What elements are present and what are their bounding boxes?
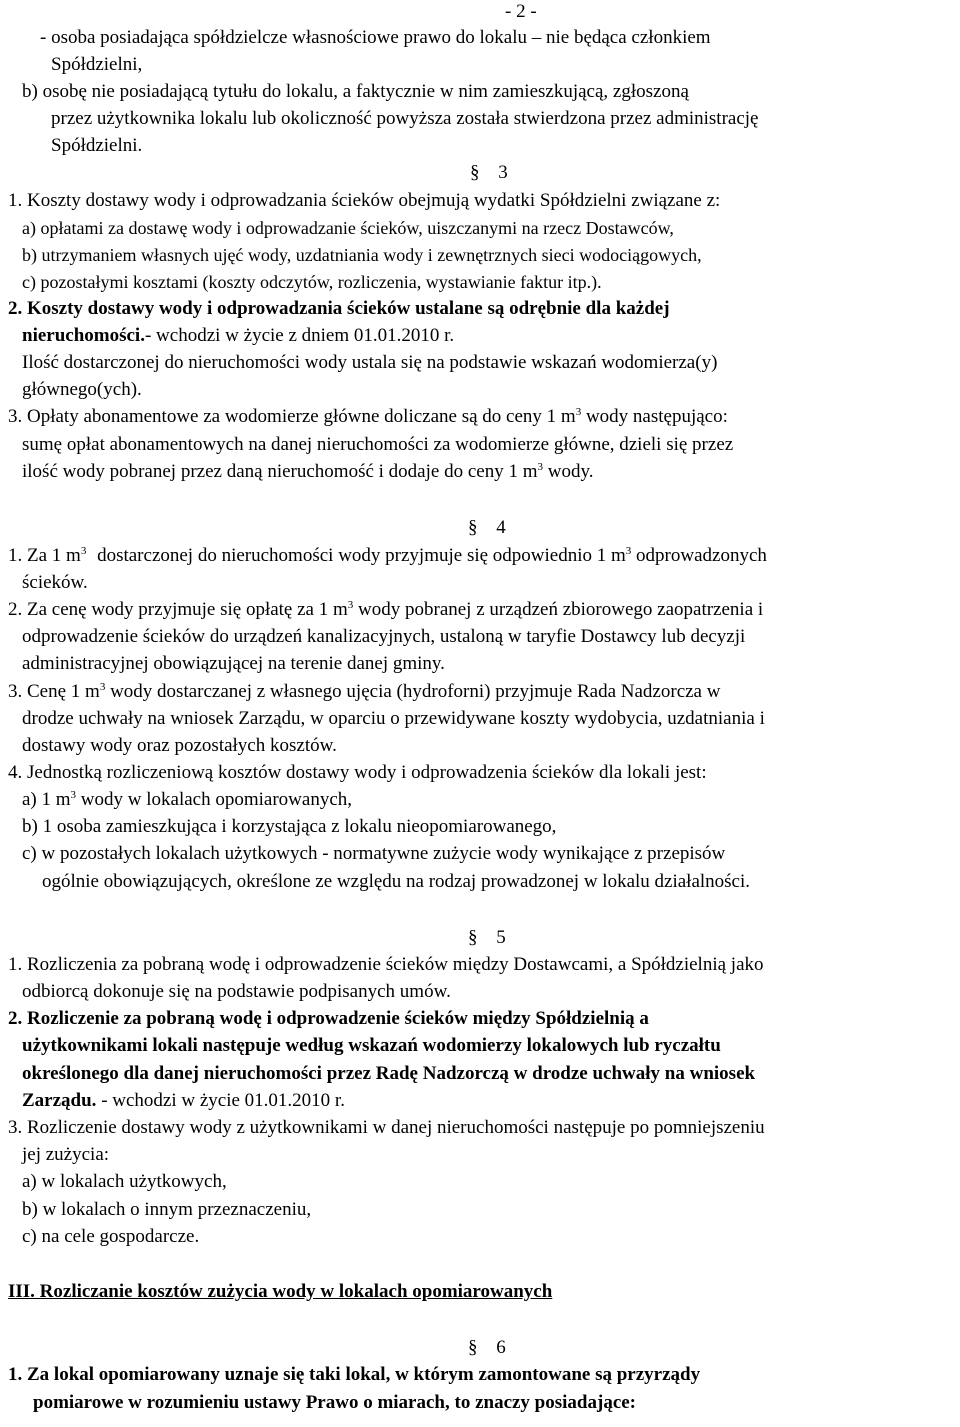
s4-p3-line-2: drodze uchwały na wniosek Zarządu, w oparciu o przewidywane koszty wydobycia, uzdatniania i [22,708,765,729]
s4-p1-text-b: dostarczonej do nieruchomości wody przyjmuje się odpowiednio 1 m [97,545,626,566]
section-4-heading [468,516,506,540]
cubic-superscript: 3 [80,545,87,557]
s4-p1-text-a: 1. Za 1 m [8,545,81,566]
section-3-heading [470,161,508,185]
section-sign-icon: § [470,162,480,183]
s4-p1-line-1 [8,544,767,568]
s2-line-1: - osoba posiadająca spółdzielcze własnościowe prawo do lokalu – nie będąca członkiem [40,27,711,48]
section-5-number: 5 [496,927,506,948]
s4-p4b: b) 1 osoba zamieszkująca i korzystająca z lokalu nieopomiarowanego, [22,816,557,837]
s4-p4c-line-1: c) w pozostałych lokalach użytkowych - normatywne zużycie wody wynikające z przepisów [22,843,726,864]
s4-p3-text-b: wody dostarczanej z własnego ujęcia (hydroforni) przyjmuje Rada Nadzorcza w [110,681,721,702]
s3-p3-line-3 [22,460,593,484]
s4-p2-text-a: 2. Za cenę wody przyjmuje się opłatę za 1 m [8,599,348,620]
s2-line-5: Spółdzielni. [51,135,143,156]
s5-p1-line-1: 1. Rozliczenia za pobraną wodę i odprowadzenie ścieków między Dostawcami, a Spółdzielnią jako [8,954,764,975]
s4-p2-line-2: odprowadzenie ścieków do urządzeń kanalizacyjnych, ustaloną w taryfie Dostawcy lub decyzji [22,626,746,647]
s5-p3a: a) w lokalach użytkowych, [22,1171,227,1192]
s5-p2-line-1: 2. Rozliczenie za pobraną wodę i odprowadzenie ścieków między Spółdzielnią a [8,1008,649,1029]
s3-p2-line-2 [22,324,454,348]
cubic-superscript: 3 [575,406,582,418]
s3-p3-text-a: 3. Opłaty abonamentowe za wodomierze główne doliczane są do ceny 1 m [8,406,576,427]
s6-p1-line-1: 1. Za lokal opomiarowany uznaje się taki lokal, w którym zamontowane są przyrządy [8,1364,701,1385]
s5-p2-effective: - wchodzi w życie 01.01.2010 r. [101,1090,345,1111]
s3-p1c: c) pozostałymi kosztami (koszty odczytów, rozliczenia, wystawianie faktur itp.). [22,272,602,292]
s3-p3-text-b: wody następująco: [585,406,728,427]
s4-p4c-line-2: ogólnie obowiązujących, określone ze względu na rodzaj prowadzonej w lokalu działalności. [42,871,751,892]
s5-p3-line-2: jej zużycia: [22,1144,110,1165]
s5-p3-line-1: 3. Rozliczenie dostawy wody z użytkownikami w danej nieruchomości następuje po pomniejszeniu [8,1117,765,1138]
s4-p2-line-3: administracyjnej obowiązującej na terenie danej gminy. [22,653,445,674]
s5-p3b: b) w lokalach o innym przeznaczeniu, [22,1199,312,1220]
s4-p3-text-a: 3. Cenę 1 m [8,681,100,702]
s3-p3-line-1 [8,405,728,429]
s3-p3-text-c: ilość wody pobranej przez daną nieruchomość i dodaje do ceny 1 m [22,461,538,482]
section-3-number: 3 [498,162,508,183]
s3-p2-line-3: Ilość dostarczonej do nieruchomości wody ustala się na podstawie wskazań wodomierza(y) [22,352,718,373]
s5-p2-line-4 [22,1089,345,1113]
s4-p1-line-2: ścieków. [22,572,88,593]
s5-p1-line-2: odbiorcą dokonuje się na podstawie podpisanych umów. [22,981,451,1002]
s5-p3c: c) na cele gospodarcze. [22,1226,200,1247]
s3-p2-line-1: 2. Koszty dostawy wody i odprowadzania ścieków ustalane są odrębnie dla każdej [8,298,670,319]
s4-p4a-text-b: wody w lokalach opomiarowanych, [80,789,353,810]
cubic-superscript: 3 [537,461,543,473]
cubic-superscript: 3 [99,681,106,693]
s4-p1-text-c: odprowadzonych [636,545,767,566]
s5-p2-line-2: użytkownikami lokali następuje według wskazań wodomierzy lokalowych lub ryczałtu [22,1035,721,1056]
s5-p2-line-3: określonego dla danej nieruchomości przez Radę Nadzorczą w drodze uchwały na wniosek [22,1063,756,1084]
s3-p1a: a) opłatami za dostawę wody i odprowadzanie ścieków, uiszczanymi na rzecz Dostawców, [22,218,674,238]
section-4-number: 4 [496,517,506,538]
s4-p4a-text-a: a) 1 m [22,789,71,810]
s4-p2-text-b: wody pobranej z urządzeń zbiorowego zaopatrzenia i [358,599,764,620]
cubic-superscript: 3 [625,545,632,557]
s6-p1-line-2: pomiarowe w rozumieniu ustawy Prawo o miarach, to znaczy posiadające: [33,1392,637,1413]
s3-p3-text-d: wody. [547,461,594,482]
s3-p1b: b) utrzymaniem własnych ujęć wody, uzdatniania wody i zewnętrznych sieci wodociągowych, [22,245,702,265]
section-sign-icon: § [468,927,478,948]
s4-p3-line-1 [8,680,720,704]
section-5-heading [468,926,506,950]
s3-p2-effective: - wchodzi w życie z dniem 01.01.2010 r. [144,325,455,346]
s3-p3-line-2: sumę opłat abonamentowych na danej nieruchomości za wodomierze główne, dzieli się przez [22,434,734,455]
s3-p2-bold: nieruchomości. [22,325,145,346]
section-sign-icon: § [468,1337,478,1358]
chapter-3-heading: III. Rozliczanie kosztów zużycia wody w lokalach opomiarowanych [8,1281,553,1302]
section-sign-icon: § [468,517,478,538]
s5-p2-bold: Zarządu. [22,1090,97,1111]
s4-p2-line-1 [8,598,763,622]
s4-p3-line-3: dostawy wody oraz pozostałych kosztów. [22,735,337,756]
s4-p4: 4. Jednostką rozliczeniową kosztów dostawy wody i odprowadzenia ścieków dla lokali jest: [8,762,707,783]
section-6-heading [468,1336,506,1360]
cubic-superscript: 3 [70,789,77,801]
page-number: - 2 - [505,1,537,22]
s3-p1: 1. Koszty dostawy wody i odprowadzania ścieków obejmują wydatki Spółdzielni związane z: [8,190,721,211]
cubic-superscript: 3 [347,599,354,611]
section-6-number: 6 [496,1337,506,1358]
s4-p4a [22,788,352,812]
s2-line-4: przez użytkownika lokalu lub okoliczność powyższa została stwierdzona przez administrację [51,108,759,129]
s3-p2-line-4: głównego(ych). [22,379,142,400]
s2-line-2: Spółdzielni, [51,54,143,75]
s2-line-3: b) osobę nie posiadającą tytułu do lokalu, a faktycznie w nim zamieszkującą, zgłoszoną [22,81,689,102]
